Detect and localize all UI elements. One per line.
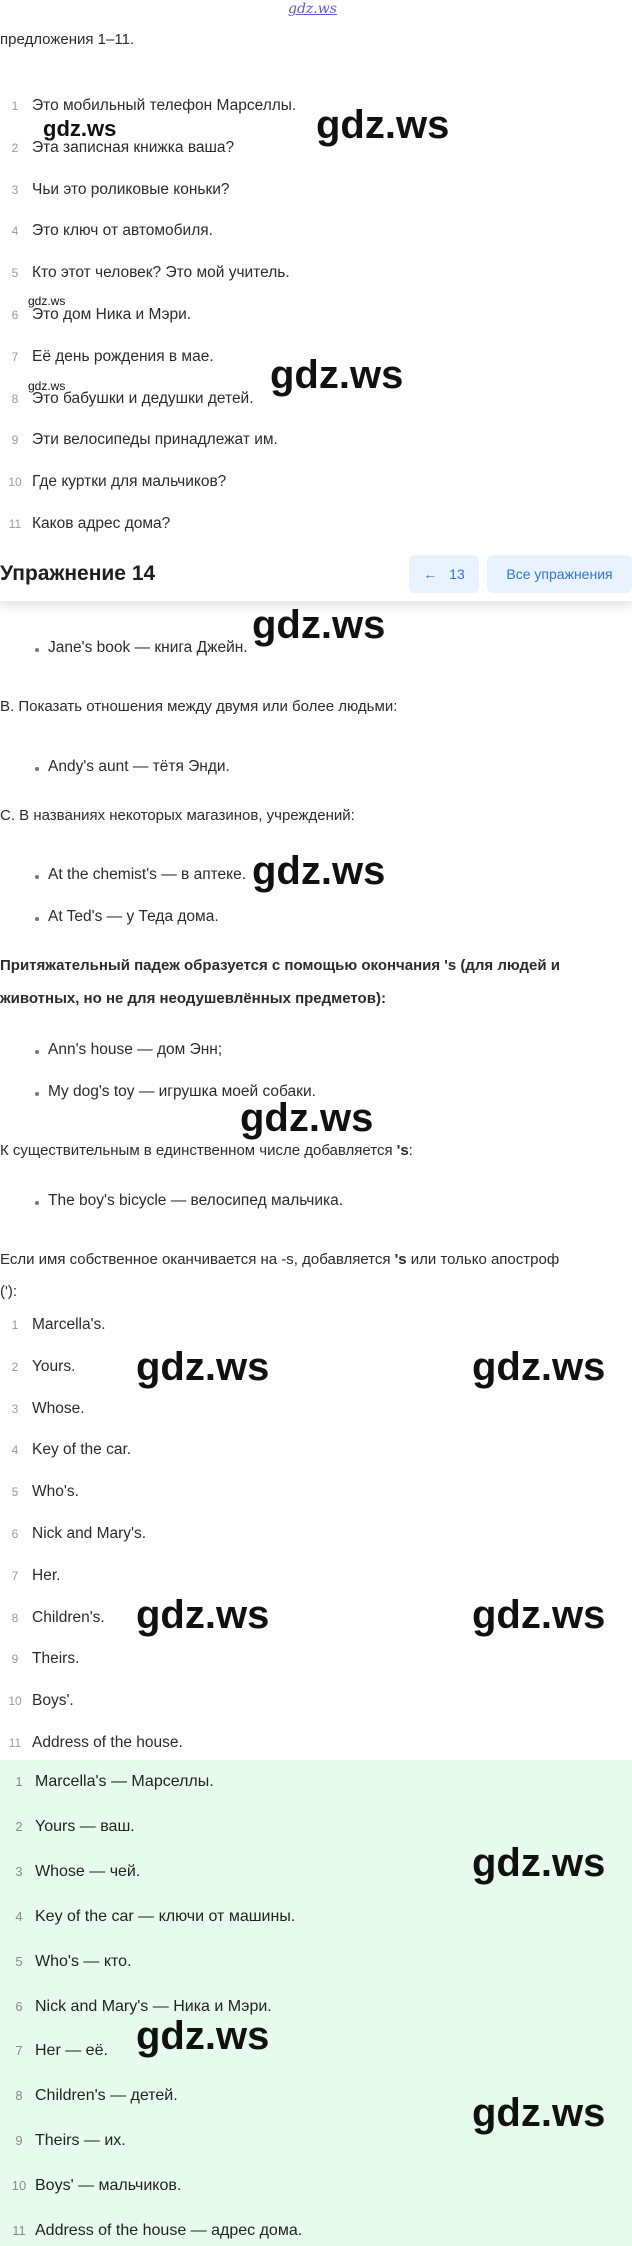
translation-item: Кто этот человек? Это мой учитель. bbox=[32, 264, 290, 282]
item-number: 10 bbox=[8, 1694, 22, 1709]
bullet-dot bbox=[35, 875, 39, 879]
example-d1: Ann's house — дом Энн; bbox=[48, 1041, 223, 1058]
answer-item: Nick and Mary's. bbox=[32, 1525, 147, 1542]
answer-item: Address of the house. bbox=[32, 1734, 183, 1751]
item-number: 10 bbox=[11, 2178, 27, 2194]
proper-note-line2: ('): bbox=[0, 1283, 18, 1300]
item-number: 8 bbox=[15, 2088, 23, 2104]
item-number: 4 bbox=[15, 1908, 23, 1924]
prev-exercise-button[interactable] bbox=[409, 555, 479, 593]
proper-note-mark: 's bbox=[394, 1251, 407, 1268]
item-number: 6 bbox=[15, 1998, 23, 2014]
item-number: 10 bbox=[8, 475, 22, 490]
answer-full-item: Nick and Mary's — Ника и Мэри. bbox=[35, 1997, 272, 2015]
watermark: gdz.ws bbox=[316, 103, 450, 147]
watermark: gdz.ws bbox=[252, 603, 386, 647]
item-number: 11 bbox=[12, 2223, 26, 2238]
watermark: gdz.ws bbox=[472, 1841, 606, 1885]
answer-item: Who's. bbox=[32, 1483, 79, 1501]
answer-full-item: Address of the house — адрес дома. bbox=[35, 2222, 303, 2239]
item-number: 6 bbox=[11, 308, 19, 322]
proper-note-text: Если имя собственное оканчивается на -s, добавляется bbox=[0, 1251, 395, 1268]
translation-item: Это дом Ника и Мэри. bbox=[32, 306, 192, 323]
watermark: gdz.ws bbox=[270, 353, 404, 397]
answer-full-item: Yours — ваш. bbox=[35, 1817, 135, 1835]
translation-item: Эта записная книжка ваша? bbox=[32, 138, 235, 156]
watermark: gdz.ws bbox=[28, 294, 66, 308]
item-number: 7 bbox=[11, 349, 19, 364]
item-number: 8 bbox=[11, 1610, 19, 1625]
watermark: gdz.ws bbox=[28, 379, 66, 393]
all-exercises-button[interactable]: Все упражнения bbox=[487, 555, 632, 593]
watermark: gdz.ws bbox=[240, 1096, 374, 1140]
singular-note bbox=[0, 1141, 413, 1161]
answer-item: Boys'. bbox=[32, 1692, 74, 1710]
item-number: 2 bbox=[11, 1359, 19, 1374]
translation-item: Это бабушки и дедушки детей. bbox=[32, 389, 254, 407]
answer-item: Her. bbox=[32, 1566, 61, 1584]
item-number: 1 bbox=[11, 99, 19, 113]
item-number: 4 bbox=[11, 1443, 19, 1458]
item-number: 11 bbox=[8, 517, 22, 531]
answer-full-item: Marcella's — Марселлы. bbox=[35, 1773, 214, 1790]
prev-exercise-label: 13 bbox=[449, 566, 465, 582]
item-number: 4 bbox=[11, 224, 19, 239]
answer-item: Key of the car. bbox=[32, 1441, 132, 1459]
answer-item: Whose. bbox=[32, 1399, 85, 1417]
example-d2: My dog's toy — игрушка моей собаки. bbox=[48, 1083, 316, 1100]
item-number: 7 bbox=[11, 1568, 19, 1583]
translation-item: Где куртки для мальчиков? bbox=[32, 473, 227, 491]
item-number: 11 bbox=[8, 1736, 22, 1750]
answer-full-item: Her — её. bbox=[35, 2042, 108, 2060]
arrow-left-icon: ← bbox=[423, 566, 438, 582]
item-number: 5 bbox=[11, 266, 19, 281]
item-number: 5 bbox=[11, 1485, 19, 1500]
translation-item: Чьи это роликовые коньки? bbox=[32, 180, 230, 198]
translation-item: Это мобильный телефон Марселлы. bbox=[32, 97, 297, 114]
item-number: 1 bbox=[11, 1318, 19, 1332]
watermark: gdz.ws bbox=[472, 1345, 606, 1389]
watermark: gdz.ws bbox=[472, 1593, 606, 1637]
example-a: Jane's book — книга Джейн. bbox=[48, 639, 248, 656]
bullet-dot bbox=[35, 1201, 39, 1205]
answer-full-item: Theirs — их. bbox=[35, 2132, 126, 2150]
translation-item: Её день рождения в мае. bbox=[32, 347, 214, 365]
item-number: 2 bbox=[15, 1818, 23, 1834]
answer-full-item: Who's — кто. bbox=[35, 1952, 132, 1970]
bullet-dot bbox=[35, 767, 39, 771]
watermark: gdz.ws bbox=[136, 1593, 270, 1637]
proper-note-end: или только апостроф bbox=[406, 1251, 560, 1268]
watermark: gdz.ws bbox=[472, 2091, 606, 2135]
item-number: 3 bbox=[15, 1863, 23, 1879]
item-number: 5 bbox=[15, 1953, 23, 1969]
answer-item: Yours. bbox=[32, 1357, 76, 1375]
rule-line-2: животных, но не для неодушевлённых предметов): bbox=[0, 990, 386, 1007]
item-number: 1 bbox=[15, 1774, 23, 1789]
answer-item: Children's. bbox=[32, 1608, 105, 1626]
item-number: 3 bbox=[11, 1401, 19, 1416]
intro-text: предложения 1–11. bbox=[0, 31, 135, 48]
proper-note bbox=[0, 1250, 559, 1270]
example-b: Andy's aunt — тётя Энди. bbox=[48, 758, 230, 775]
watermark: gdz.ws bbox=[136, 2014, 270, 2058]
translation-item: Это ключ от автомобиля. bbox=[32, 222, 213, 240]
answer-full-item: Whose — чей. bbox=[35, 1862, 141, 1880]
section-c-heading: C. В названиях некоторых магазинов, учреждений: bbox=[0, 807, 355, 824]
exercise-title: Упражнение 14 bbox=[0, 562, 156, 585]
singular-note-mark: 's bbox=[396, 1142, 409, 1159]
example-c1: At the chemist's — в аптеке. bbox=[48, 866, 247, 883]
item-number: 9 bbox=[11, 433, 19, 448]
item-number: 9 bbox=[15, 2133, 23, 2149]
bullet-dot bbox=[35, 917, 39, 921]
item-number: 2 bbox=[11, 140, 19, 155]
watermark: gdz.ws bbox=[252, 849, 386, 893]
answer-block bbox=[0, 1760, 632, 2246]
item-number: 9 bbox=[11, 1652, 19, 1667]
item-number: 7 bbox=[15, 2043, 23, 2059]
answer-item: Theirs. bbox=[32, 1650, 80, 1668]
singular-note-text: К существительным в единственном числе добавляется bbox=[0, 1142, 397, 1159]
answer-item: Marcella's. bbox=[32, 1316, 106, 1333]
singular-note-end: : bbox=[408, 1142, 413, 1159]
example-e: The boy's bicycle — велосипед мальчика. bbox=[48, 1192, 344, 1209]
item-number: 6 bbox=[11, 1527, 19, 1541]
answer-full-item: Key of the car — ключи от машины. bbox=[35, 1907, 296, 1925]
bullet-dot bbox=[35, 1092, 39, 1096]
site-logo[interactable]: gdz.ws bbox=[288, 1, 337, 17]
rule-line-1: Притяжательный падеж образуется с помощью окончания 's (для людей и bbox=[0, 957, 560, 974]
section-b-heading: B. Показать отношения между двумя или более людьми: bbox=[0, 698, 398, 715]
translation-item: Каков адрес дома? bbox=[32, 515, 171, 532]
watermark: gdz.ws bbox=[136, 1345, 270, 1389]
item-number: 8 bbox=[11, 391, 19, 406]
answer-full-item: Children's — детей. bbox=[35, 2087, 178, 2105]
bullet-dot bbox=[35, 1050, 39, 1054]
item-number: 3 bbox=[11, 182, 19, 197]
exercise-header bbox=[0, 545, 632, 601]
answer-full-item: Boys' — мальчиков. bbox=[35, 2177, 182, 2195]
translation-item: Эти велосипеды принадлежат им. bbox=[32, 431, 278, 449]
bullet-dot bbox=[35, 648, 39, 652]
example-c2: At Ted's — у Теда дома. bbox=[48, 908, 219, 925]
watermark: gdz.ws bbox=[43, 116, 117, 141]
